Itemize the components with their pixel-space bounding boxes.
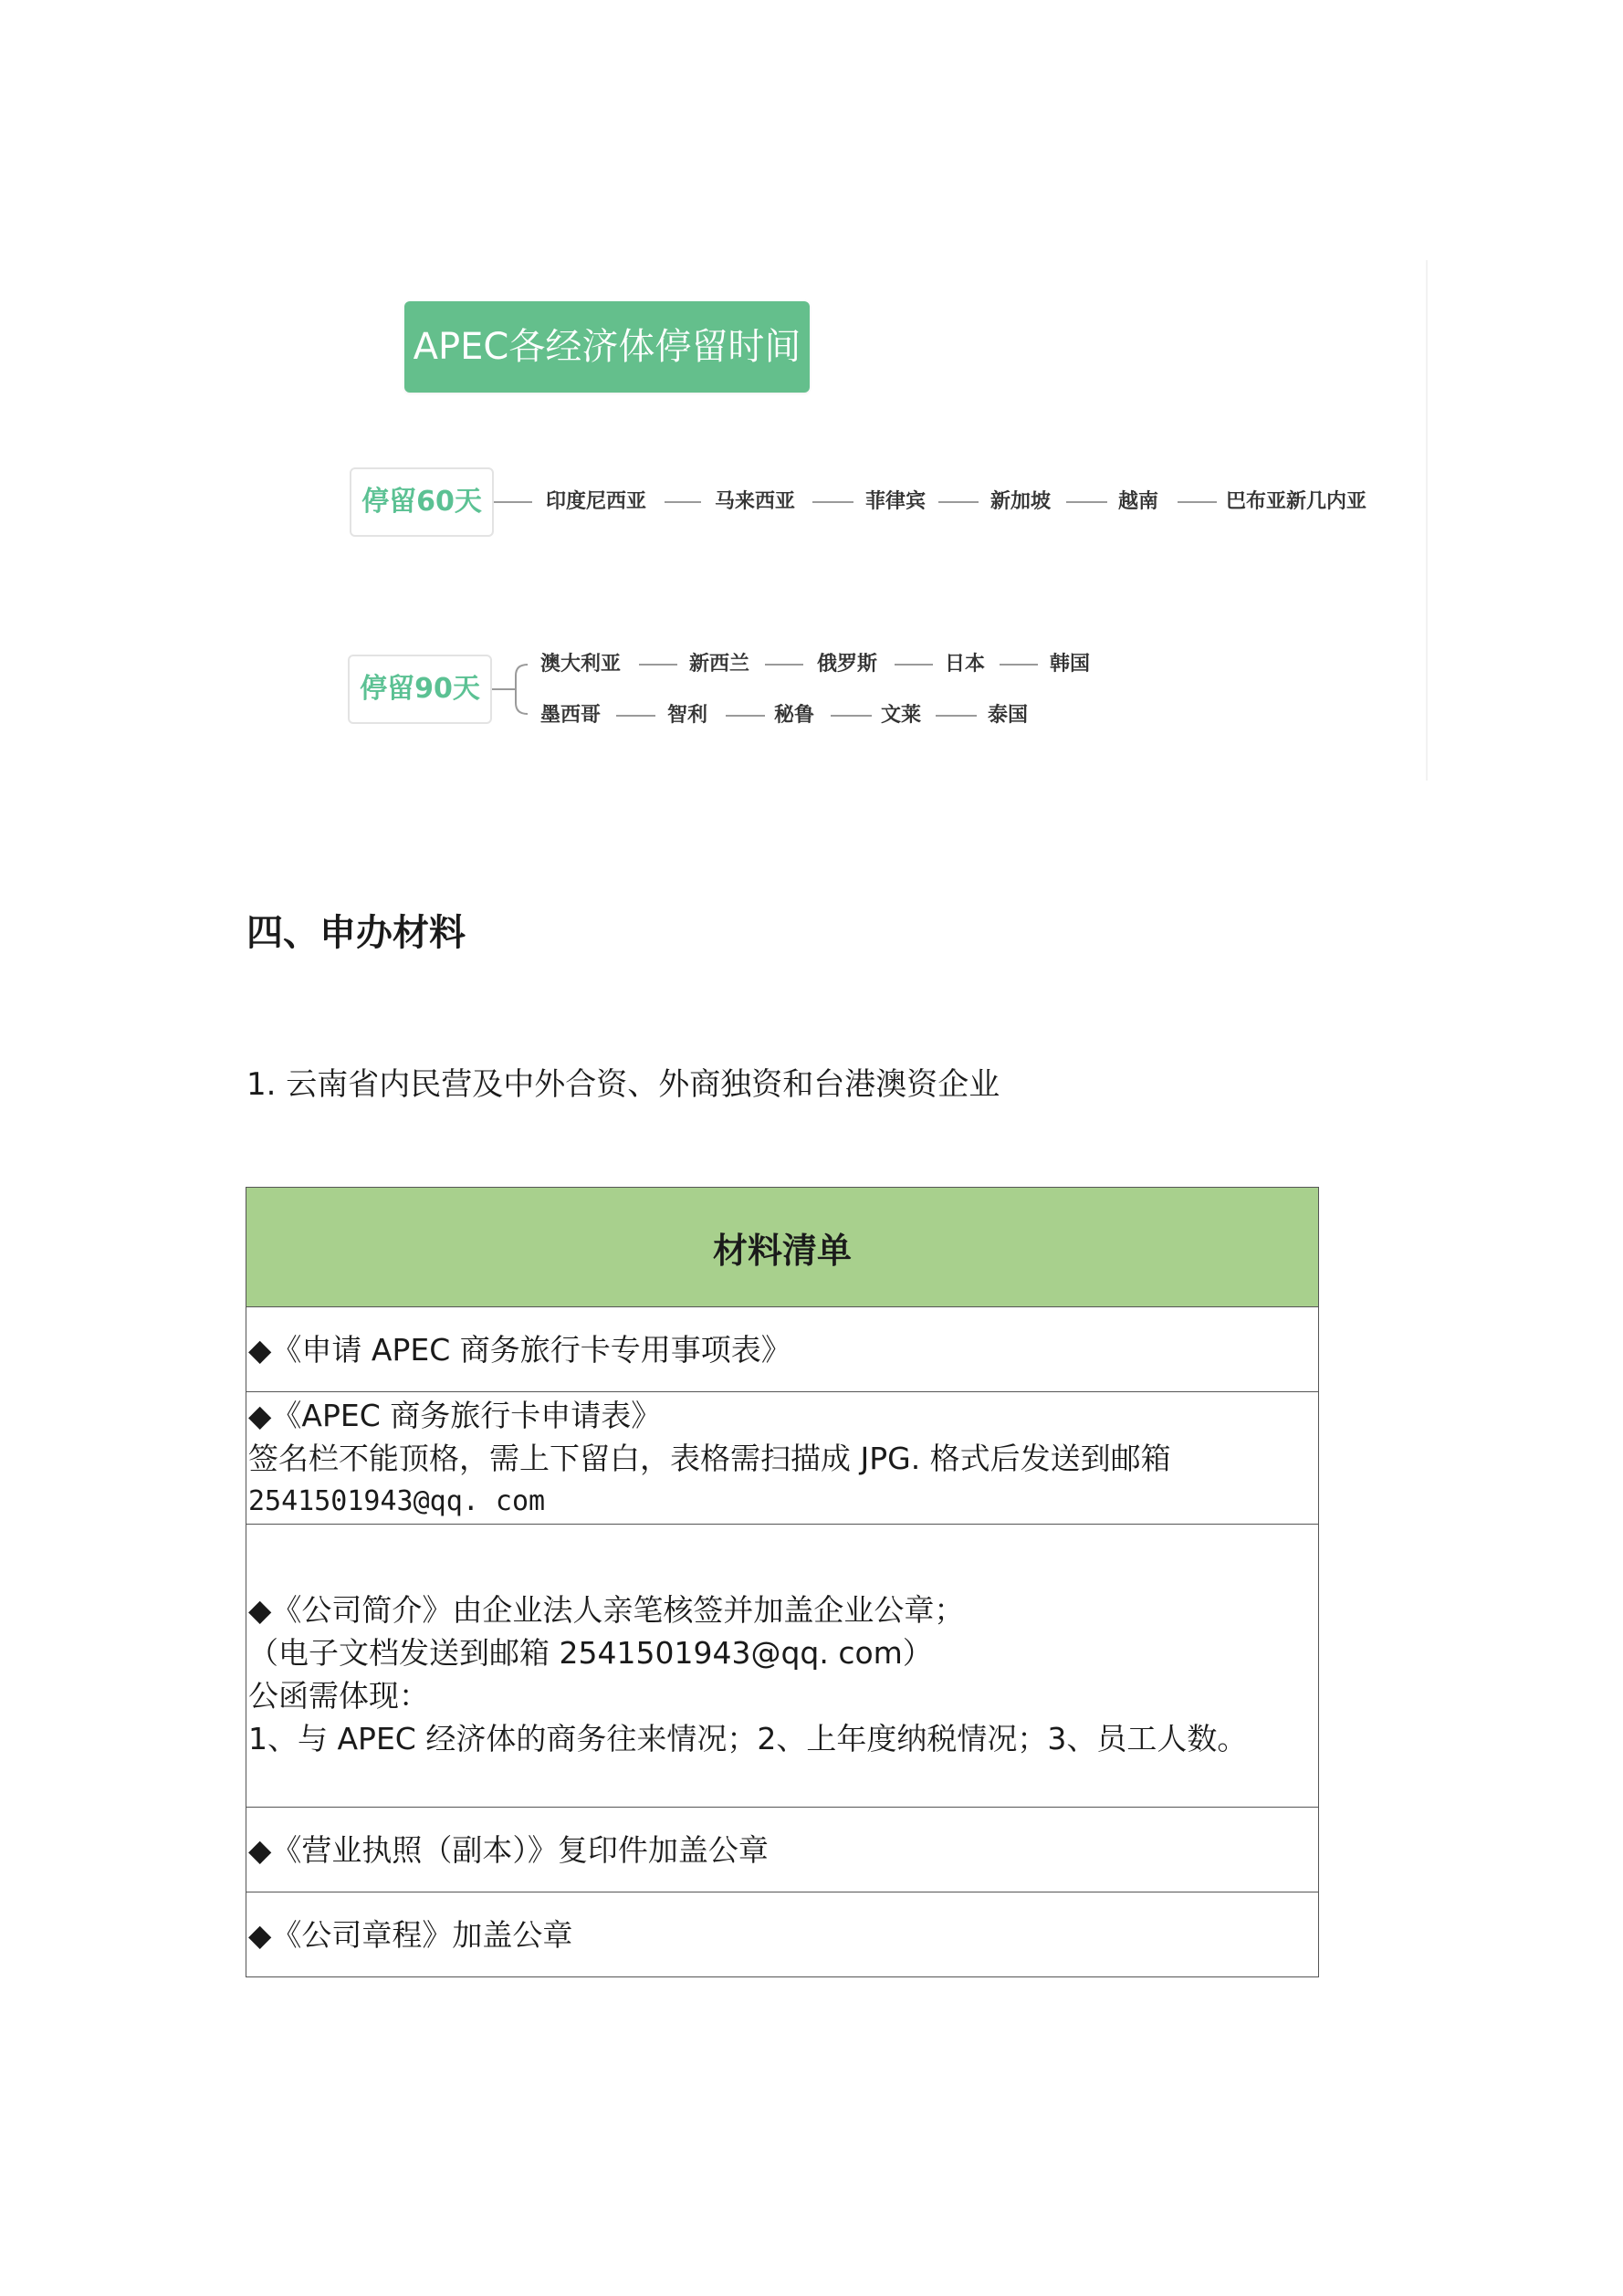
country-brunei: 文莱 bbox=[881, 704, 922, 727]
country-philippines: 菲律宾 bbox=[865, 490, 927, 513]
country-singapore: 新加坡 bbox=[990, 490, 1052, 513]
diagram-title: APEC各经济体停留时间 bbox=[404, 301, 810, 393]
row-text: ◆《APEC 商务旅行卡申请表》 bbox=[248, 1398, 662, 1433]
country-japan: 日本 bbox=[945, 653, 986, 676]
diagram-connectors bbox=[0, 0, 1623, 822]
table-row bbox=[246, 1307, 1318, 1392]
row-text: ◆《公司章程》加盖公章 bbox=[248, 1916, 573, 1953]
row-email: 2541501943@qq. com bbox=[248, 1485, 546, 1517]
table-row bbox=[246, 1525, 1318, 1808]
table-header: 材料清单 bbox=[246, 1188, 1318, 1307]
country-chile: 智利 bbox=[667, 704, 708, 727]
subsection-title: 1. 云南省内民营及中外合资、外商独资和台港澳资企业 bbox=[246, 1066, 1000, 1103]
country-new-zealand: 新西兰 bbox=[689, 653, 750, 676]
country-mexico: 墨西哥 bbox=[540, 704, 602, 727]
row-text: （电子文档发送到邮箱 2541501943@qq. com） bbox=[248, 1635, 933, 1671]
country-russia: 俄罗斯 bbox=[817, 653, 878, 676]
country-australia: 澳大利亚 bbox=[540, 653, 622, 676]
row-text: ◆《公司简介》由企业法人亲笔核签并加盖企业公章； bbox=[248, 1592, 965, 1628]
row-text: ◆《营业执照（副本）》复印件加盖公章 bbox=[248, 1831, 769, 1868]
table-row bbox=[246, 1892, 1318, 1976]
stay-60-days-node: 停留60天 bbox=[350, 467, 494, 537]
row-text: 公函需体现： bbox=[248, 1678, 429, 1714]
row-text: 1、与 APEC 经济体的商务往来情况；2、上年度纳税情况；3、员工人数。 bbox=[248, 1721, 1248, 1756]
country-indonesia: 印度尼西亚 bbox=[546, 490, 647, 513]
table-row bbox=[246, 1392, 1318, 1525]
row-text: 签名栏不能顶格，需上下留白，表格需扫描成 JPG. 格式后发送到邮箱 bbox=[248, 1441, 1171, 1476]
stay-90-days-node: 停留90天 bbox=[348, 655, 492, 724]
country-thailand: 泰国 bbox=[988, 704, 1029, 727]
section-heading: 四、申办材料 bbox=[246, 912, 466, 954]
country-vietnam: 越南 bbox=[1118, 490, 1159, 513]
country-papua-new-guinea: 巴布亚新几内亚 bbox=[1226, 490, 1367, 513]
materials-table bbox=[246, 1187, 1319, 1977]
row-text: ◆《申请 APEC 商务旅行卡专用事项表》 bbox=[248, 1331, 791, 1368]
table-row bbox=[246, 1808, 1318, 1892]
country-korea: 韩国 bbox=[1050, 653, 1091, 676]
country-malaysia: 马来西亚 bbox=[715, 490, 796, 513]
country-peru: 秘鲁 bbox=[774, 704, 815, 727]
